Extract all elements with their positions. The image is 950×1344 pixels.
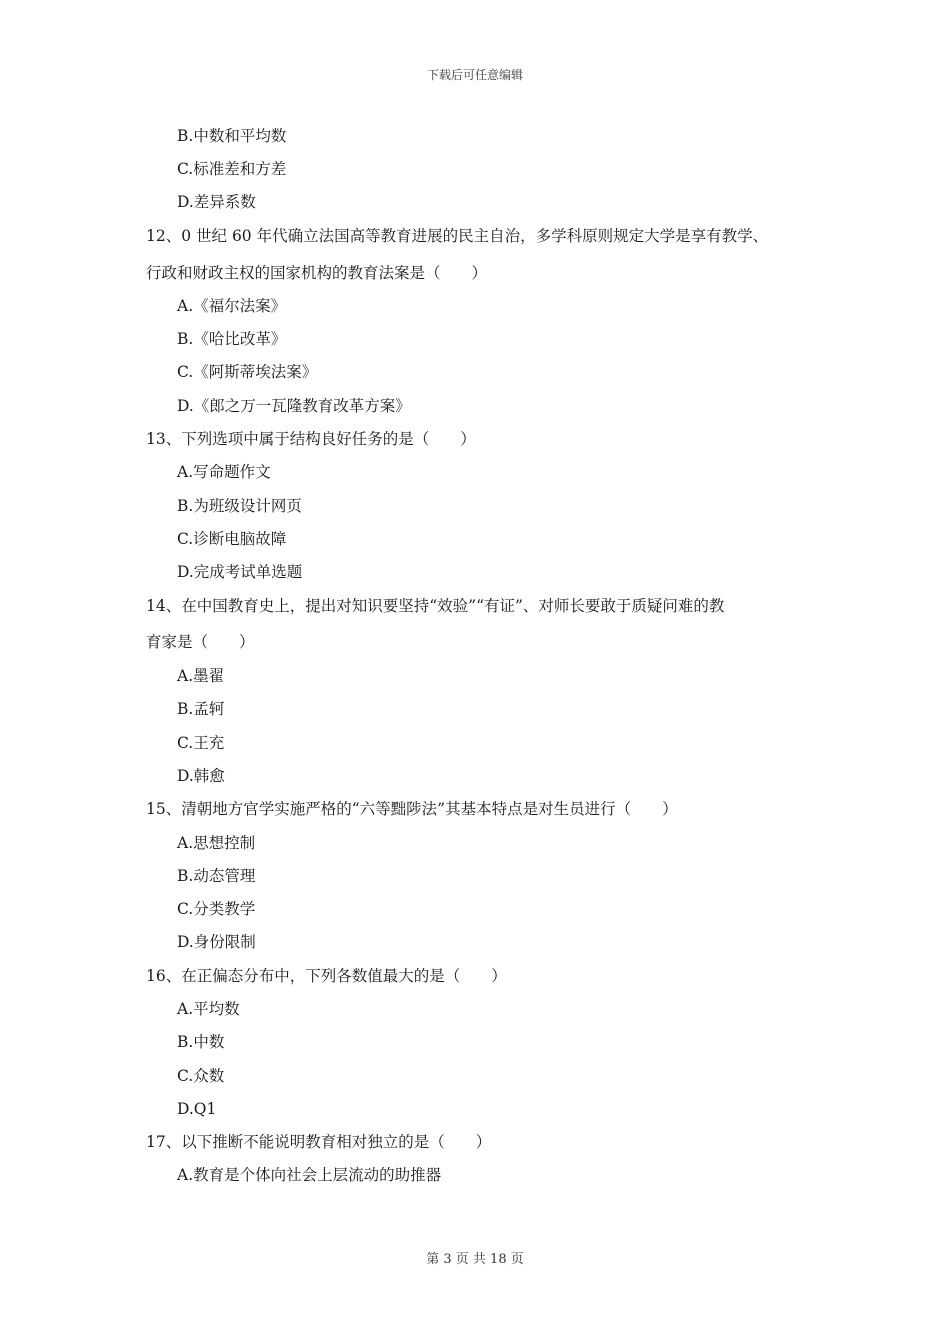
question-17: 17、以下推断不能说明教育相对独立的是（ ） <box>146 1133 492 1151</box>
option-12-b: B.《哈比改革》 <box>177 330 287 348</box>
question-16: 16、在正偏态分布中，下列各数值最大的是（ ） <box>146 967 507 985</box>
option-14-d: D.韩愈 <box>177 767 225 785</box>
option-13-c: C.诊断电脑故障 <box>177 530 287 548</box>
option-14-a: A.墨翟 <box>177 667 225 685</box>
page-header: 下载后可任意编辑 <box>426 68 523 82</box>
question-14-line-1: 14、在中国教育史上，提出对知识要坚持“效验”“有证”、对师长要敢于质疑问难的教 <box>146 597 725 615</box>
option-12-c: C.《阿斯蒂埃法案》 <box>177 363 318 381</box>
option-14-b: B.孟轲 <box>177 700 225 718</box>
option-16-c: C.众数 <box>177 1067 225 1085</box>
option-15-a: A.思想控制 <box>177 834 256 852</box>
option-12-d: D.《郎之万一瓦隆教育改革方案》 <box>177 397 411 415</box>
page-footer: 第 3 页 共 18 页 <box>426 1252 524 1267</box>
option-17-a: A.教育是个体向社会上层流动的助推器 <box>177 1166 442 1184</box>
question-15: 15、清朝地方官学实施严格的“六等黜陟法”其基本特点是对生员进行（ ） <box>146 800 678 818</box>
option-16-d: D.Q1 <box>177 1100 217 1118</box>
option-13-a: A.写命题作文 <box>177 463 271 481</box>
question-13: 13、下列选项中属于结构良好任务的是（ ） <box>146 430 476 448</box>
option-13-d: D.完成考试单选题 <box>177 563 303 581</box>
option-11-b: B.中数和平均数 <box>177 127 287 145</box>
option-12-a: A.《福尔法案》 <box>177 297 287 315</box>
question-14-line-2: 育家是（ ） <box>146 633 255 651</box>
question-12-line-2: 行政和财政主权的国家机构的教育法案是（ ） <box>146 264 488 282</box>
option-11-c: C.标准差和方差 <box>177 160 287 178</box>
question-12-line-1: 12、0 世纪 60 年代确立法国高等教育进展的民主自治，多学科原则规定大学是享有教学、 <box>146 227 769 245</box>
option-11-d: D.差异系数 <box>177 193 256 211</box>
option-15-d: D.身份限制 <box>177 933 256 951</box>
option-14-c: C.王充 <box>177 734 225 752</box>
option-16-b: B.中数 <box>177 1033 225 1051</box>
option-13-b: B.为班级设计网页 <box>177 497 302 515</box>
option-15-c: C.分类教学 <box>177 900 256 918</box>
option-15-b: B.动态管理 <box>177 867 256 885</box>
option-16-a: A.平均数 <box>177 1000 240 1018</box>
